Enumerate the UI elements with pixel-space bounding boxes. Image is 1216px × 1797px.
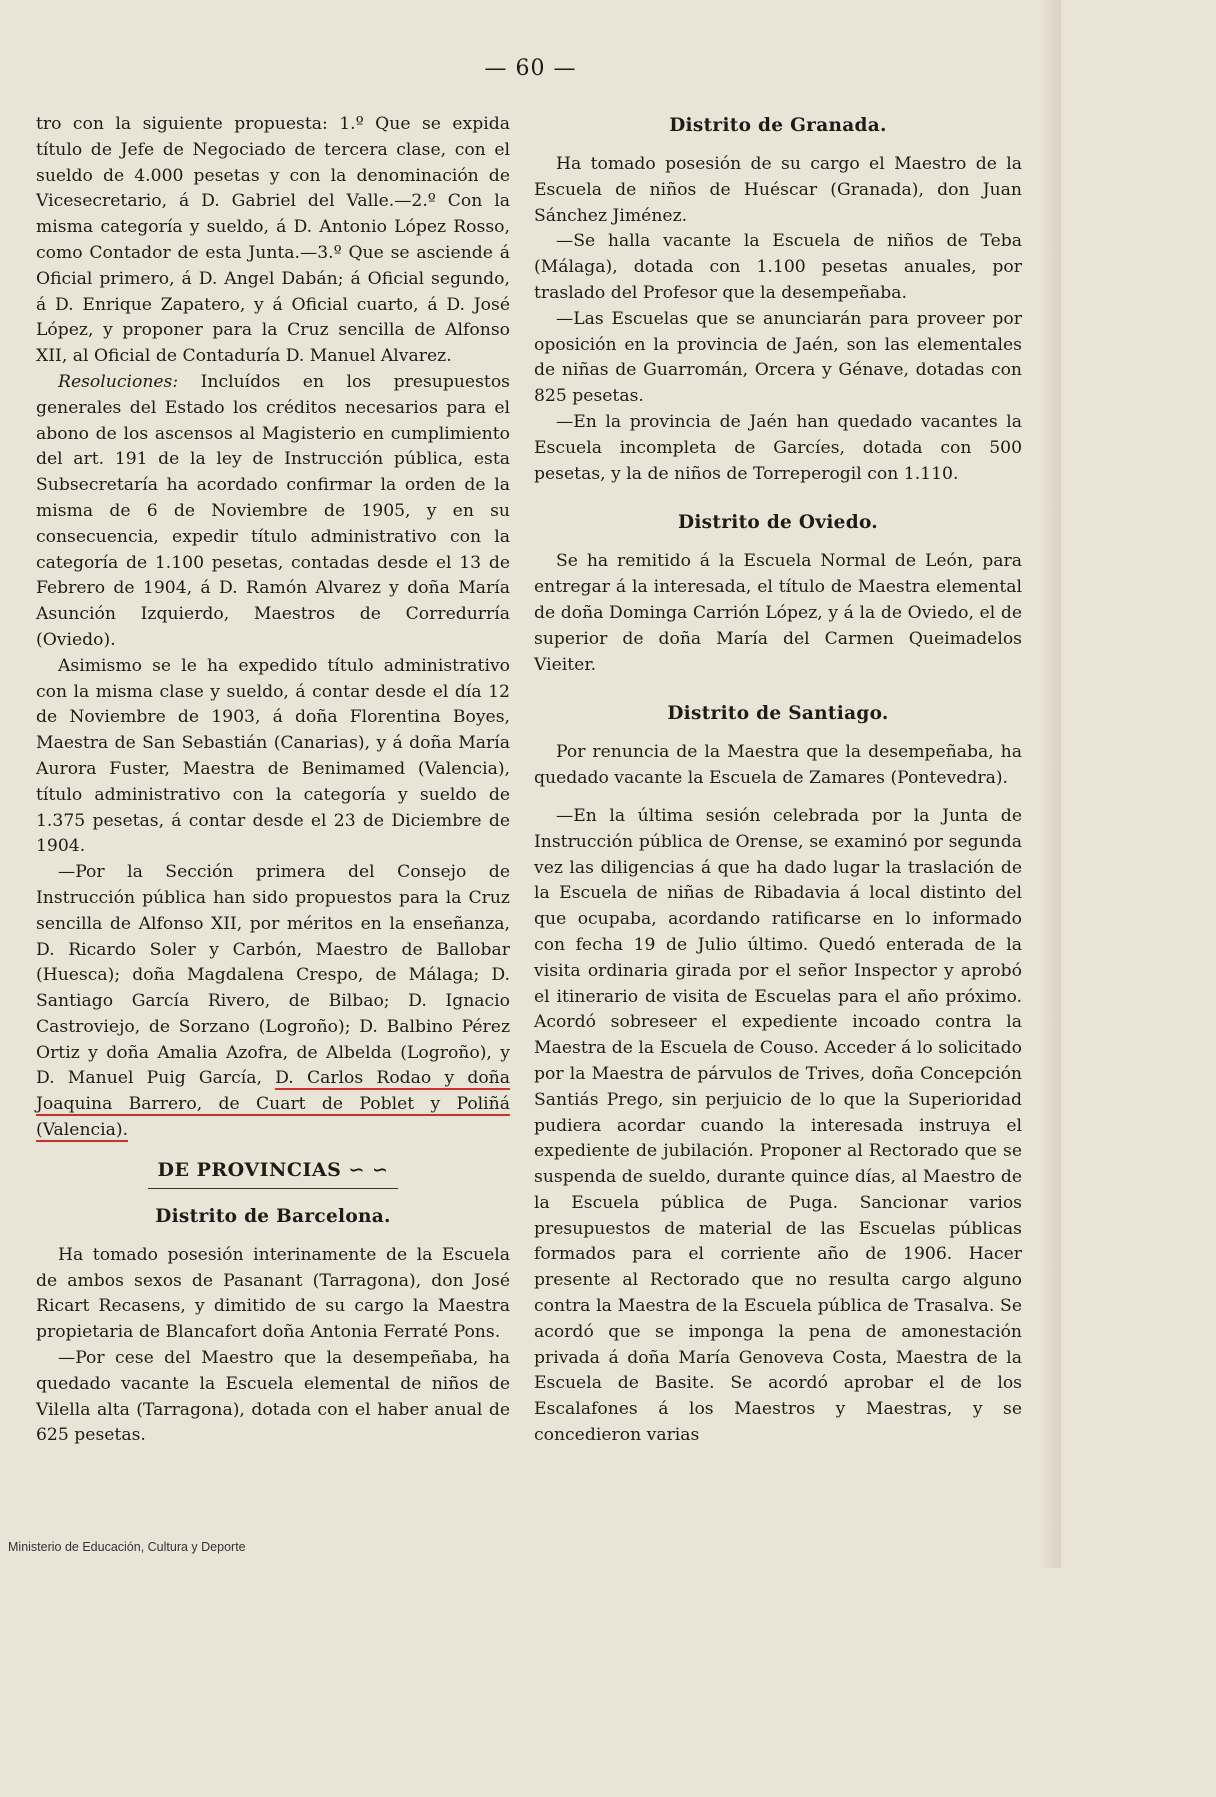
intro-paragraph: tro con la siguiente propuesta: 1.º Que se expida título de Jefe de Negociado de tercera clase, con el sueldo de 4.000 pesetas y con la denominación de Vicesecretario, á D. Gabriel del Valle.—2.º Con la misma categoría y sueldo, á D. Antonio López Rosso, como Contador de esta Junta.—3.º Que se asciende á Oficial primero, á D. Angel Dabán; á Oficial segundo, á D. Enrique Zapatero, y á Oficial cuarto, á D. José López, y proponer para la Cruz sencilla de Alfonso XII, al Oficial de Contaduría D. Manuel Alvarez.	[36, 114, 510, 367]
section-title	[36, 1156, 510, 1184]
cruz-text: —Por la Sección primera del Consejo de Instrucción pública han sido propuestos para la Cruz sencilla de Alfonso XII, por méritos en la enseñanza, D. Ricardo Soler y Carbón, Maestro de Ballobar (Huesca); doña Magdalena Crespo, de Málaga; D. Santiago García Rivero, de Bilbao; D. Ignacio Castroviejo, de Sorzano (Logroño); D. Balbino Pérez Ortiz y doña Amalia Azofra, de Albelda (Logroño), y D. Manuel Puig García,	[36, 862, 510, 1089]
granada-paragraph: —En la provincia de Jaén han quedado vacantes la Escuela incompleta de Garcíes, dotada con 500 pesetas, y la de niños de Torreperogil con 1.110.	[534, 411, 1022, 484]
left-column	[36, 112, 510, 1449]
section-divider	[148, 1188, 398, 1189]
resoluciones-text: Incluídos en los presupuestos generales del Estado los créditos necesarios para el abono de los ascensos al Magisterio en cumplimiento del art. 191 de la ley de Instrucción pública, esta Subsecretaría ha acordado confirmar la orden de la misma de 6 de Noviembre de 1905, y en su consecuencia, expedir título administrativo con la categoría de 1.100 pesetas, contadas desde el 13 de Febrero de 1904, á D. Ramón Alvarez y doña María Asunción Izquierdo, Maestros de Corredurría (Oviedo).	[36, 371, 510, 650]
granada-paragraph: Ha tomado posesión de su cargo el Maestro de la Escuela de niños de Huéscar (Granada), don Juan Sánchez Jiménez.	[534, 154, 1022, 226]
heading-granada: Distrito de Granada.	[669, 115, 887, 136]
footer-credit: Ministerio de Educación, Cultura y Deporte	[8, 1540, 246, 1554]
resoluciones-label: Resoluciones:	[58, 371, 179, 392]
granada-paragraph: —Las Escuelas que se anunciarán para proveer por oposición en la provincia de Jaén, son las elementales de niñas de Guarromán, Orcera y Génave, dotadas con 825 pesetas.	[534, 308, 1022, 407]
cruz-paragraph	[36, 860, 510, 1144]
section-ornament: ∽ ∽	[348, 1158, 389, 1181]
barcelona-paragraph: —Por cese del Maestro que la desempeñaba, ha quedado vacante la Escuela elemental de niños de Vilella alta (Tarragona), dotada con el haber anual de 625 pesetas.	[36, 1348, 510, 1446]
oviedo-paragraph: Se ha remitido á la Escuela Normal de León, para entregar á la interesada, el título de Maestra elemental de doña Dominga Carrión López, y á la de Oviedo, el de superior de doña María del Carmen Queimadelos Vieiter.	[534, 551, 1022, 675]
heading-santiago: Distrito de Santiago.	[667, 703, 889, 725]
barcelona-paragraph: Ha tomado posesión interinamente de la Escuela de ambos sexos de Pasanant (Tarragona), don José Ricart Recasens, y dimitido de su cargo la Maestra propietaria de Blancafort doña Antonia Ferraté Pons.	[36, 1244, 510, 1343]
heading-barcelona: Distrito de Barcelona.	[155, 1205, 391, 1227]
page-number: — 60 —	[484, 56, 577, 81]
granada-paragraph: —Se halla vacante la Escuela de niños de Teba (Málaga), dotada con 1.100 pesetas anuales, por traslado del Profesor que la desempeñaba.	[534, 231, 1022, 303]
asimismo-paragraph: Asimismo se le ha expedido título administrativo con la misma clase y sueldo, á contar desde el día 12 de Noviembre de 1903, á doña Florentina Boyes, Maestra de San Sebastián (Canarias), y á doña María Aurora Fuster, Maestra de Benimamed (Valencia), título administrativo con la categoría y sueldo de 1.375 pesetas, á contar desde el 23 de Diciembre de 1904.	[36, 655, 510, 857]
section-title-text: DE PROVINCIAS	[157, 1158, 342, 1181]
heading-oviedo: Distrito de Oviedo.	[677, 512, 879, 534]
page-edge-shadow	[1039, 0, 1061, 1568]
right-column	[534, 112, 1022, 1449]
highlighted-names: D. Carlos Rodao y doña Joaquina Barrero, de Cuart de Poblet y Poliñá (Valencia).	[36, 1068, 510, 1141]
resoluciones-paragraph	[36, 370, 510, 654]
santiago-paragraph: —En la última sesión celebrada por la Junta de Instrucción pública de Orense, se examinó por segunda vez las diligencias á que ha dado lugar la traslación de la Escuela de niñas de Ribadavia á local distinto del que ocupaba, acordando ratificarse en lo informado con fecha 19 de Julio último. Quedó enterada de la visita ordinaria girada por el señor Inspector y aprobó el itinerario de visita de Escuelas para el año próximo. Acordó sobreseer el expediente incoado contra la Maestra de la Escuela de Couso. Acceder á lo solicitado por la Maestra de párvulos de Trives, doña Concepción Santiás Prego, sin perjuicio de lo que la Superioridad pudiera acordar cuando la interesada instruya el expediente de jubilación. Proponer al Rectorado que se suspenda de sueldo, durante quince días, al Maestro de la Escuela pública de Puga. Sancionar varios presupuestos de material de las Escuelas públicas formados para el corriente año de 1906. Hacer presente al Rectorado que no resulta cargo alguno contra la Maestra de la Escuela pública de Trasalva. Se acordó que se imponga la pena de amonestación privada á doña María Genoveva Costa, Maestra de la Escuela de Basite. Se acordó aprobar el de los Escalafones á los Maestros y Maestras, y se concedieron varias	[534, 805, 1022, 1446]
santiago-paragraph: Por renuncia de la Maestra que la desempeñaba, ha quedado vacante la Escuela de Zamares (Pontevedra).	[534, 742, 1022, 789]
